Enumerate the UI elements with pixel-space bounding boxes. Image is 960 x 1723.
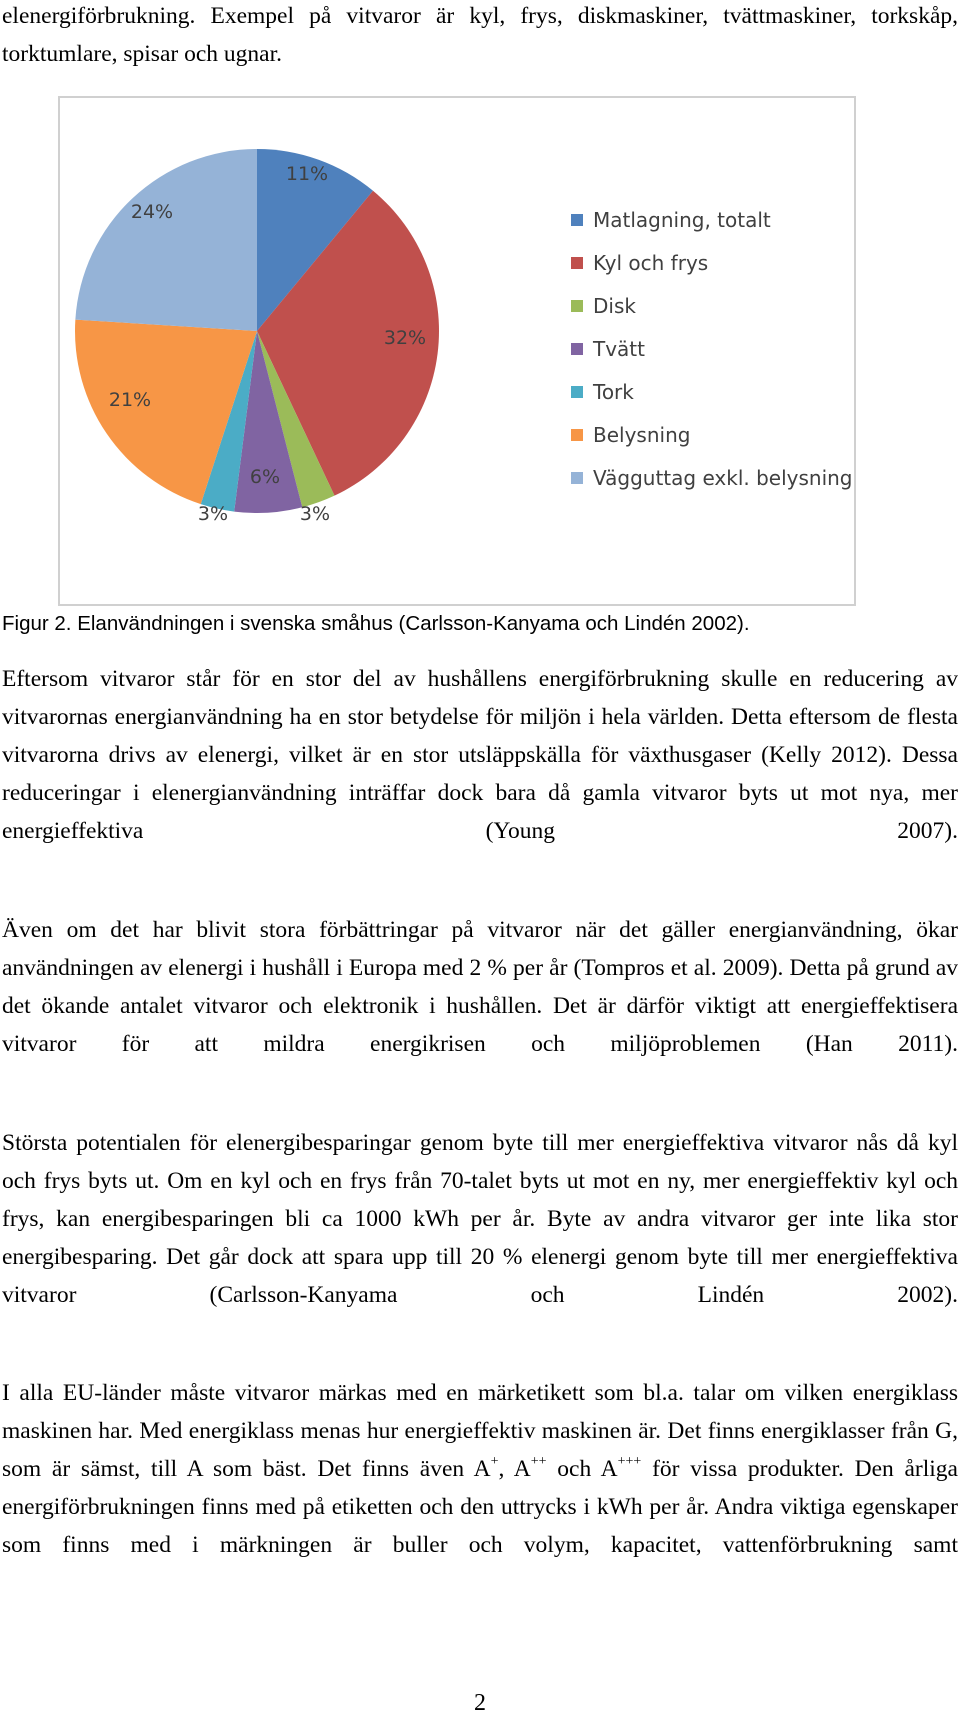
pie-label-disk: 3% (299, 503, 331, 525)
legend-swatch (571, 386, 583, 398)
paragraph-4-text-a: I alla EU-länder måste vitvaror märkas med en märketikett som bl.a. talar om vilken energiklass maskinen har. Med energiklass menas hur energieffektiv maskinen är. Det finns energiklasser från G, som är sämst, till A som bäst. Det finns även A (2, 1380, 958, 1482)
pie-slice-vagguttag (75, 149, 257, 331)
paragraph-4-text-c: och A (546, 1456, 618, 1482)
legend-item-kyl-och-frys (571, 241, 853, 284)
legend-label: Kyl och frys (593, 250, 709, 275)
intro-paragraph: elenergiförbrukning. Exempel på vitvaror är kyl, frys, diskmaskiner, tvättmaskiner, torkskåp, torktumlare, spisar och ugnar. (2, 3, 958, 67)
legend-swatch (571, 300, 583, 312)
legend-swatch (571, 472, 583, 484)
figure-caption: Figur 2. Elanvändningen i svenska småhus (Carlsson-Kanyama och Lindén 2002). (2, 612, 750, 635)
paragraph-4-text-b: , A (498, 1456, 531, 1482)
legend-item-matlagning (571, 198, 853, 241)
legend-label: Tvätt (593, 336, 645, 361)
pie-chart-figure (58, 96, 856, 606)
pie-label-belysning: 21% (108, 389, 152, 411)
pie-label-tork: 3% (197, 503, 229, 525)
paragraph-4 (2, 1374, 958, 1564)
page-number: 2 (474, 1690, 486, 1716)
legend-item-belysning (571, 413, 853, 456)
legend-label: Tork (593, 379, 634, 404)
chart-legend (571, 198, 853, 499)
legend-swatch (571, 257, 583, 269)
legend-label: Matlagning, totalt (593, 207, 771, 232)
paragraph-3: Största potentialen för elenergibesparingar genom byte till mer energieffektiva vitvaror nås då kyl och frys byts ut. Om en kyl och en frys från 70-talet byts ut mot en ny, mer energieffektiv kyl och frys, kan energibesparingen bli ca 1000 kWh per år. Byte av andra vitvaror ger inte lika stor energibesparing. Det går dock att spara upp till 20 % elenergi genom byte till mer energieffektiva vitvaror (Carlsson-Kanyama och Lindén 2002). (2, 1130, 958, 1308)
legend-item-tvatt (571, 327, 853, 370)
legend-swatch (571, 343, 583, 355)
pie-label-kyl-och-frys: 32% (383, 327, 427, 349)
legend-label: Disk (593, 293, 636, 318)
legend-item-vagguttag (571, 456, 853, 499)
superscript-plus-plus-plus: +++ (617, 1454, 642, 1470)
legend-label: Belysning (593, 422, 691, 447)
pie-label-vagguttag: 24% (130, 201, 174, 223)
pie-label-matlagning: 11% (285, 163, 329, 185)
superscript-plus: + (490, 1454, 499, 1470)
paragraph-4-text-d: för vissa produkter. Den årliga energiförbrukningen finns med på etiketten och den uttrycks i kWh per år. Andra viktiga egenskaper som finns med i märkningen är buller och volym, kapacitet, vattenförbrukning samt (2, 1456, 958, 1558)
paragraph-2: Även om det har blivit stora förbättringar på vitvaror när det gäller energianvändning, ökar användningen av elenergi i hushåll i Europa med 2 % per år (Tompros et al. 2009). Detta på grund av det ökande antalet vitvaror och elektronik i hushållen. Det är därför viktigt att energieffektisera vitvaror för att mildra energikrisen och miljöproblemen (Han 2011). (2, 917, 958, 1057)
pie-label-tvatt: 6% (249, 466, 281, 488)
legend-item-disk (571, 284, 853, 327)
legend-item-tork (571, 370, 853, 413)
legend-swatch (571, 214, 583, 226)
legend-swatch (571, 429, 583, 441)
superscript-plus-plus: ++ (530, 1454, 547, 1470)
paragraph-1: Eftersom vitvaror står för en stor del av hushållens energiförbrukning skulle en reducering av vitvarornas energianvändning ha en stor betydelse för miljön i hela världen. Detta eftersom de flesta vitvarorna drivs av elenergi, vilket är en stor utsläppskälla för växthusgaser (Kelly 2012). Dessa reduceringar i elenergianvändning inträffar dock bara då gamla vitvaror byts ut mot nya, mer energieffektiva (Young 2007). (2, 666, 958, 844)
legend-label: Vägguttag exkl. belysning (593, 465, 853, 490)
